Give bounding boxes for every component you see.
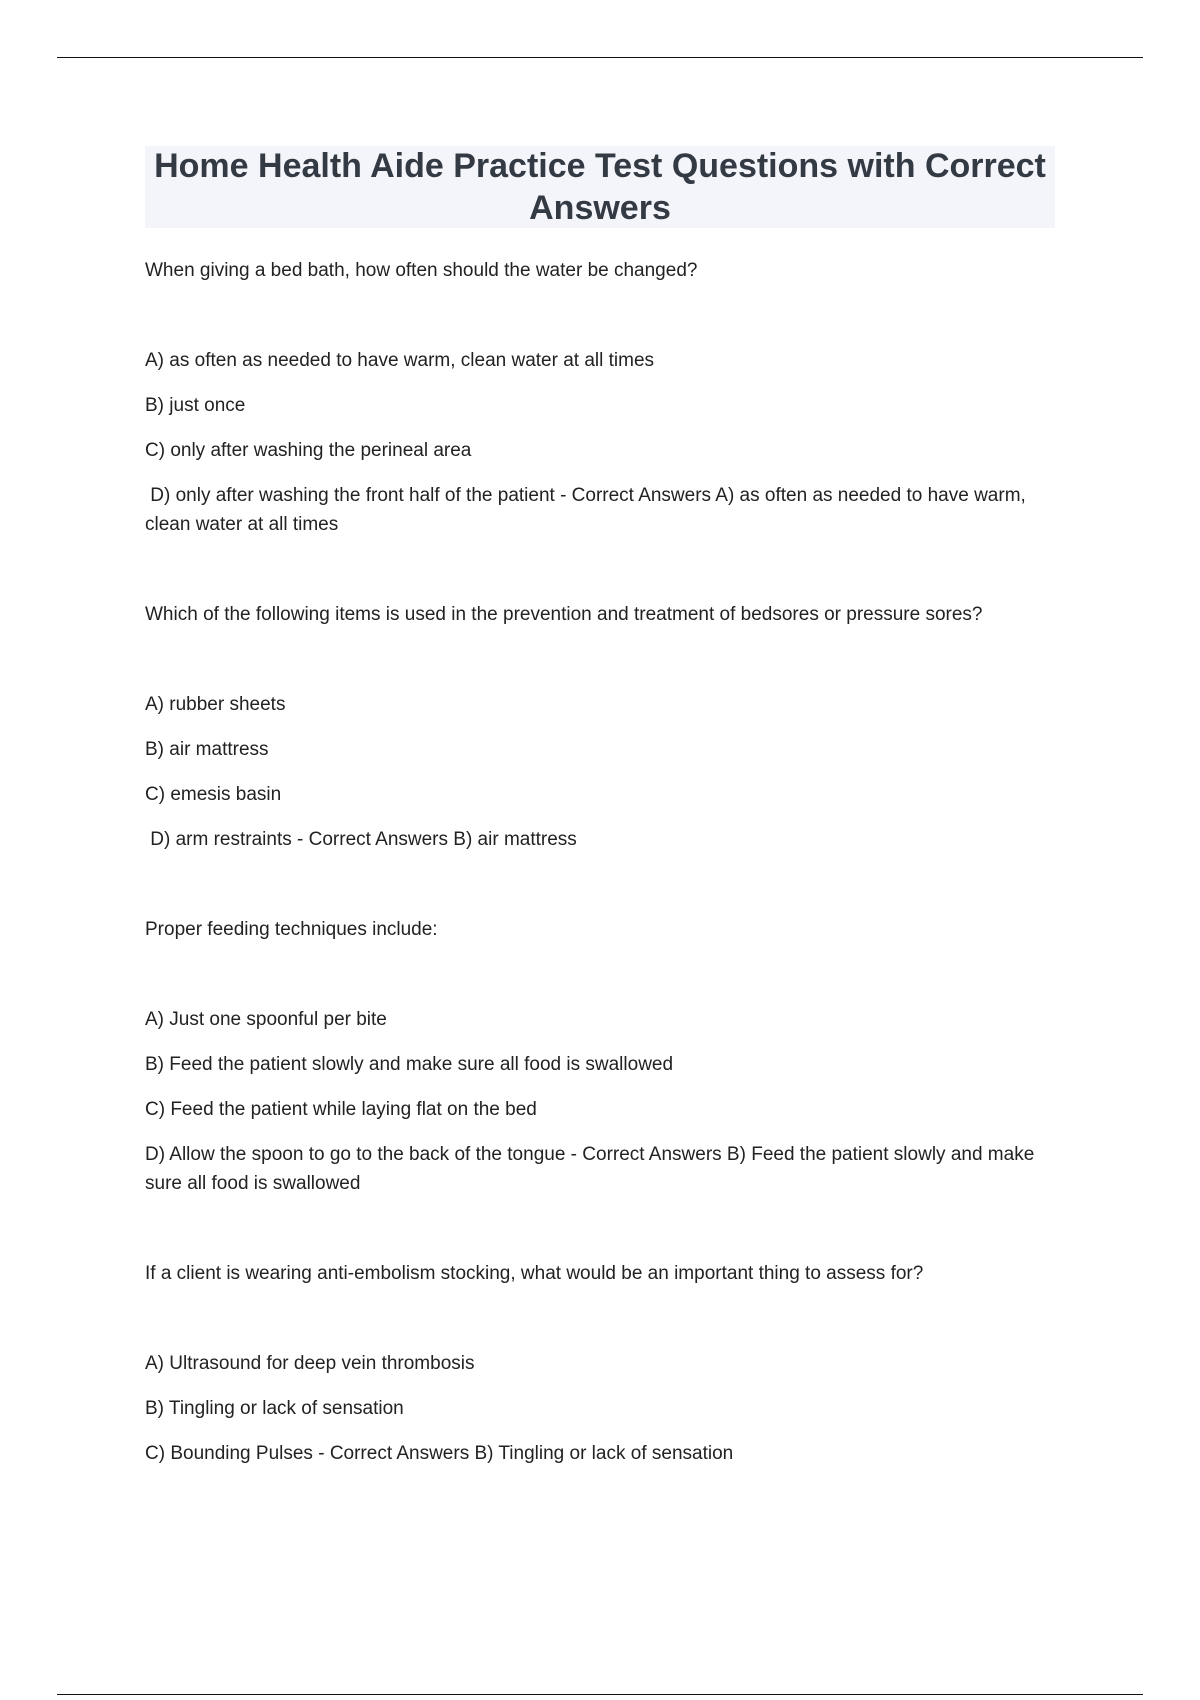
title-banner xyxy=(145,146,1055,228)
document-title: Home Health Aide Practice Test Questions with Correct Answers xyxy=(154,147,1046,227)
question-block-4 xyxy=(145,1259,1055,1468)
header-rule xyxy=(57,57,1143,58)
answer-option: C) only after washing the perineal area xyxy=(145,440,472,461)
question-text: Proper feeding techniques include: xyxy=(145,919,438,940)
answer-option: A) rubber sheets xyxy=(145,694,286,715)
question-block-3 xyxy=(145,915,1055,1198)
question-text: If a client is wearing anti-embolism stocking, what would be an important thing to assess for? xyxy=(145,1263,924,1284)
answer-option: B) Tingling or lack of sensation xyxy=(145,1398,404,1419)
answer-option: B) just once xyxy=(145,395,246,416)
answer-option: A) as often as needed to have warm, clean water at all times xyxy=(145,350,655,371)
answer-option-with-correct-answer: D) arm restraints - Correct Answers B) air mattress xyxy=(145,829,577,850)
answer-option: C) Feed the patient while laying flat on the bed xyxy=(145,1099,537,1120)
answer-option: A) Just one spoonful per bite xyxy=(145,1009,387,1030)
answer-option-with-correct-answer: C) Bounding Pulses - Correct Answers B) Tingling or lack of sensation xyxy=(145,1443,734,1464)
answer-option: B) air mattress xyxy=(145,739,269,760)
question-text: Which of the following items is used in the prevention and treatment of bedsores or pressure sores? xyxy=(145,604,983,625)
answer-option-with-correct-answer: D) Allow the spoon to go to the back of the tongue - Correct Answers B) Feed the patient slowly and make sure all food is swallowed xyxy=(145,1144,1035,1194)
question-list xyxy=(145,256,1055,1484)
question-text: When giving a bed bath, how often should the water be changed? xyxy=(145,260,698,281)
answer-option: B) Feed the patient slowly and make sure all food is swallowed xyxy=(145,1054,674,1075)
answer-option-with-correct-answer: D) only after washing the front half of the patient - Correct Answers A) as often as needed to have warm, clean water at all times xyxy=(145,485,1032,535)
answer-option: A) Ultrasound for deep vein thrombosis xyxy=(145,1353,475,1374)
question-block-2 xyxy=(145,600,1055,854)
question-block-1 xyxy=(145,256,1055,539)
answer-option: C) emesis basin xyxy=(145,784,282,805)
footer-rule xyxy=(57,1694,1143,1695)
